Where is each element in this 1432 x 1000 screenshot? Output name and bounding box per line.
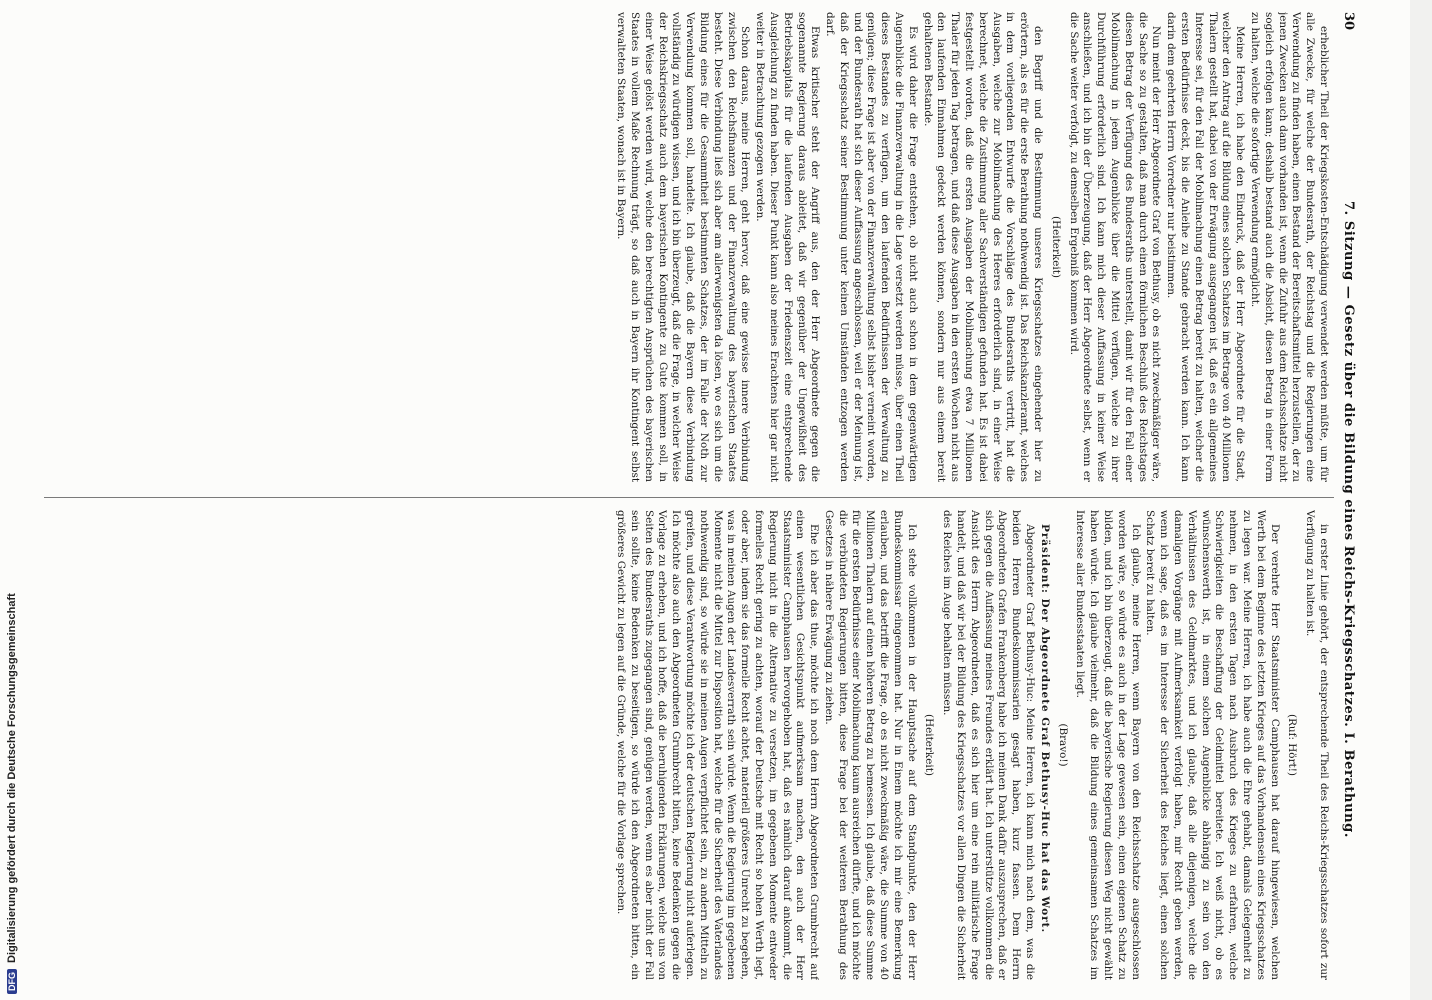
column-divider <box>44 497 1334 498</box>
rotated-page-content <box>32 0 1362 1000</box>
scan-edge <box>1410 0 1432 1000</box>
remark: (Bravo!) <box>1056 723 1069 767</box>
speaker-paragraph: Präsident: Der Abgeordnete Graf Bethusy-Huc hat das Wort. <box>1038 524 1051 934</box>
dfg-logo-icon: DFG <box>7 969 17 994</box>
paragraph: Abgeordneter Graf Bethusy-Huc: Meine Herren, ich kann mich nach dem, was die beiden Herren Bundeskommissarien gesagt haben, kurz fassen. Dem Herrn Abgeordneten Grafen Frankenberg habe ich meinen Dank dafür auszusprechen, daß er sich gegen die Auffassung meines Freundes erklärt hat. Ich unterstütze vollkommen die Ansicht des Herrn Abgeordneten, daß es sich hier um eine rein militärische Frage handelt, und daß wir bei der Bildung des Kriegsschatzes vor allen Dingen die Sicherheit des Reiches im Auge behalten müssen. <box>941 510 1037 980</box>
paragraph: Es wird daher die Frage entstehen, ob nicht auch schon in dem gegenwärtigen Augenblicke die Finanzverwaltung in die Lage versetzt werden müsse, über einen Theil dieses Bestandes zu verfügen, um den laufenden Bedürfnissen der Verwaltung zu genügen; diese Frage ist aber von der Finanzverwaltung selbst bisher verneint worden, und der Bundesrath hat sich dieser Auffassung angeschlossen, weil er der Meinung ist, daß der Kriegsschatz seiner Bestimmung unter keinen Umständen entzogen werden darf. <box>824 12 919 482</box>
paragraph: Meine Herren, ich habe den Eindruck, daß der Herr Abgeordnete für die Stadt, welcher den Antrag auf die Bildung eines solchen Schatzes im Betrage von 40 Millionen Thalern gestellt hat, dabei von der Erwägung ausgegangen ist, daß es ein allgemeines Interesse sei, für den Fall der Mobilmachung einen Betrag bereit zu halten, welcher die ersten Bedürfnisse deckt, bis die Anleihe zu Stande gebracht werden kann. Ich kann darin dem geehrten Herrn Vorredner nur beistimmen. <box>1165 12 1247 482</box>
paragraph: Schon daraus, meine Herren, geht hervor, daß eine gewisse innere Verbindung zwischen den Reichsfinanzen und der Finanzverwaltung des bayerischen Staates besteht. Diese Verbindung ließ sich aber am allerwenigsten da lösen, wo es sich um die Bildung eines für die Gesammtheit bestimmten Schatzes, der im Falle der Noth zur Verwendung kommen soll, handelte. Ich glaube, daß die Bayern diese Verbindung vollständig zu würdigen wissen, und ich bin überzeugt, daß die Frage, in welcher Weise der Reichskriegsschatz auch dem bayerischen Kontingente zu Gute kommen soll, in einer Weise gelöst werden wird, welche den berechtigten Ansprüchen des bayerischen Staates in vollem Maße Rechnung trägt, so daß auch in Bayern ihr Kontingent selbst verwalteten Staaten, wonach ist in Bayern. <box>615 12 752 482</box>
paragraph: Etwas kritischer steht der Angriff aus, den der Herr Abgeordnete gegen die sogenannte Regierung daraus ableitet, daß wir gegenüber der Ungewißheit des Betriebskapitals für die laufenden Ausgaben der Friedenszeit eine entsprechende Ausgleichung zu finden haben. Dieser Punkt kann also meines Erachtens hier gar nicht weiter in Betrachtung gezogen werden. <box>754 12 822 482</box>
paragraph: in erster Linie gehört, der entsprechende Theil des Reichs-Kriegsschatzes sofort zur Verfügung zu halten ist. <box>1304 510 1330 980</box>
remark: (Heiterkeit) <box>1049 216 1062 278</box>
text-column-left <box>50 12 1330 482</box>
page-number: 30 <box>1341 12 1356 31</box>
paragraph: Ich stehe vollkommen in der Hauptsache auf dem Standpunkte, den der Herr Bundeskommissar eingenommen hat. Nur in Einem möchte ich mir eine Bemerkung erlauben, und das betrifft die Frage, ob es nicht zweckmäßig wäre, die Summe von 40 Millionen Thalern auf einen höheren Betrag zu bemessen. Ich glaube, daß diese Summe für die ersten Bedürfnisse einer Mobilmachung kaum ausreichen dürfte, und ich möchte die verbündeten Regierungen bitten, diese Frage bei der weiteren Berathung des Gesetzes in nähere Erwägung zu ziehen. <box>822 510 918 980</box>
paragraph: Ich glaube, meine Herren, wenn Bayern von den Reichsschatze ausgeschlossen worden wäre, so würde es auch in der Lage gewesen sein, einen eigenen Schatz zu bilden, und ich bin überzeugt, daß die bayerische Regierung diesen Weg nicht gewählt haben würde. Ich glaube vielmehr, daß die Bildung eines gemeinsamen Schatzes im Interesse aller Bundesstaaten liegt. <box>1074 510 1142 980</box>
remark: (Ruf: Hört!) <box>1286 714 1299 776</box>
text-column-right <box>50 510 1330 980</box>
paragraph: den Begriff und die Bestimmung unseres Kriegsschatzes eingehender hier zu erörtern, als es für die erste Berathung nothwendig ist. Das Reichskanzleramt, welches in dem vorliegenden Entwurfe die Vorschläge des Bundesraths vertritt, hat die Ausgaben, welche zur Mobilmachung des Heeres erforderlich sind, in einer Weise berechnet, welche die Zustimmung aller Sachverständigen gefunden hat. Es ist dabei festgestellt worden, daß die ersten Ausgaben der Mobilmachung etwa 7 Millionen Thaler für jeden Tag betragen, und daß diese Ausgaben in den ersten Wochen nicht aus den laufenden Einnahmen gedeckt werden können, sondern nur aus einem bereit gehaltenen Bestande. <box>921 12 1045 482</box>
paragraph: Der verehrte Herr Staatsminister Camphausen hat darauf hingewiesen, welchen Werth bei dem Beginne des letzten Krieges auf das Vorhandensein eines Kriegsschatzes zu legen war. Meine Herren, ich habe auch die Ehre gehabt, damals Gelegenheit zu nehmen, in den ersten Tagen nach Ausbruch des Krieges zu erfahren, welche Schwierigkeiten die Beschaffung der Geldmittel bereitete. Ich weiß nicht, ob es wünschenswerth ist, in einem solchen Augenblicke abhängig zu sein von den Verhältnissen des Geldmarktes, und ich glaube, daß alle diejenigen, welche die damaligen Vorgänge mit Aufmerksamkeit verfolgt haben, mir Recht geben werden, wenn ich sage, daß es im Interesse der Sicherheit des Reiches liegt, einen solchen Schatz bereit zu halten. <box>1144 510 1281 980</box>
running-title: 7. Sitzung — Gesetz über die Bildung eines Reichs-Kriegsschatzes. I. Berathung. <box>1341 200 1356 839</box>
footer-text: Digitalisierung gefördert durch die Deutsche Forschungsgemeinschaft <box>6 593 18 963</box>
paragraph: Ehe ich aber das thue, möchte ich noch dem Herrn Abgeordneten Grumbrecht auf einen wesentlichen Gesichtspunkt aufmerksam machen, den auch der Herr Staatsminister Camphausen hervorgehoben hat, daß es nämlich darauf ankommt, die Regierung nicht in die Alternative zu versetzen, im gegebenen Momente entweder formelles Recht gering zu achten, worauf der Deutsche mit Recht so hohen Werth legt, oder aber, indem sie das formelle Recht achtet, materiell größeres Unrecht zu begehen, was in meinen Augen der Landesverrath sein würde. Wenn die Regierung im gegebenen Momente nicht die Mittel zur Disposition hat, welche für die Sicherheit des Vaterlandes nothwendig sind, so würde sie in meinen Augen verpflichtet sein, zu andern Mitteln zu greifen, und diese Verantwortung möchte ich der deutschen Regierung nicht auferlegen. Ich möchte also auch den Abgeordneten Grumbrecht bitten, keine Bedenken gegen die Vorlage zu erheben, und ich hoffe, daß die beruhigenden Erklärungen, welche uns von Seiten des Bundesraths zugegangen sind, genügen werden, wenn es aber nicht der Fall sein sollte, keine Bedenken zu beseitigen, so würde ich den Abgeordneten bitten, ein größeres Gewicht zu legen auf die Gründe, welche für die Vorlage sprechen. <box>614 510 821 980</box>
paragraph: Nun meint der Herr Abgeordnete Graf von Bethusy, ob es nicht zweckmäßiger wäre, die Sache so zu gestalten, daß man durch einen förmlichen Beschluß des Reichstages diesen Betrag der Verfügung des Bundesraths unterstellt, damit wir für den Fall einer Mobilmachung in jedem Augenblicke über die Mittel verfügen, welche zu ihrer Durchführung erforderlich sind. Ich kann mich dieser Auffassung in keiner Weise anschließen, und ich bin der Überzeugung, daß der Herr Abgeordnete selbst, wenn er die Sache weiter verfolgt, zu demselben Ergebniß kommen wird. <box>1067 12 1163 482</box>
remark: (Heiterkeit) <box>923 714 936 776</box>
digitization-footer <box>6 4 24 994</box>
paragraph: erheblicher Theil der Kriegskosten-Entschädigung verwendet werden müßte, um für alle Zwecke, für welche der Bundesrath, der Reichstag und die Regierungen eine Verwendung zu finden haben, einen Bestand der Bereitschaftsmittel herzustellen, der zu jenen Zwecken auch dann vorhanden ist, wenn die Zufuhr aus dem Reichsschatze nicht sogleich erfolgen kann; deshalb bestand auch die Absicht, diesen Betrag in einer Form zu halten, welche die sofortige Verwendung ermöglicht. <box>1249 12 1330 482</box>
page-header <box>1334 12 1356 987</box>
